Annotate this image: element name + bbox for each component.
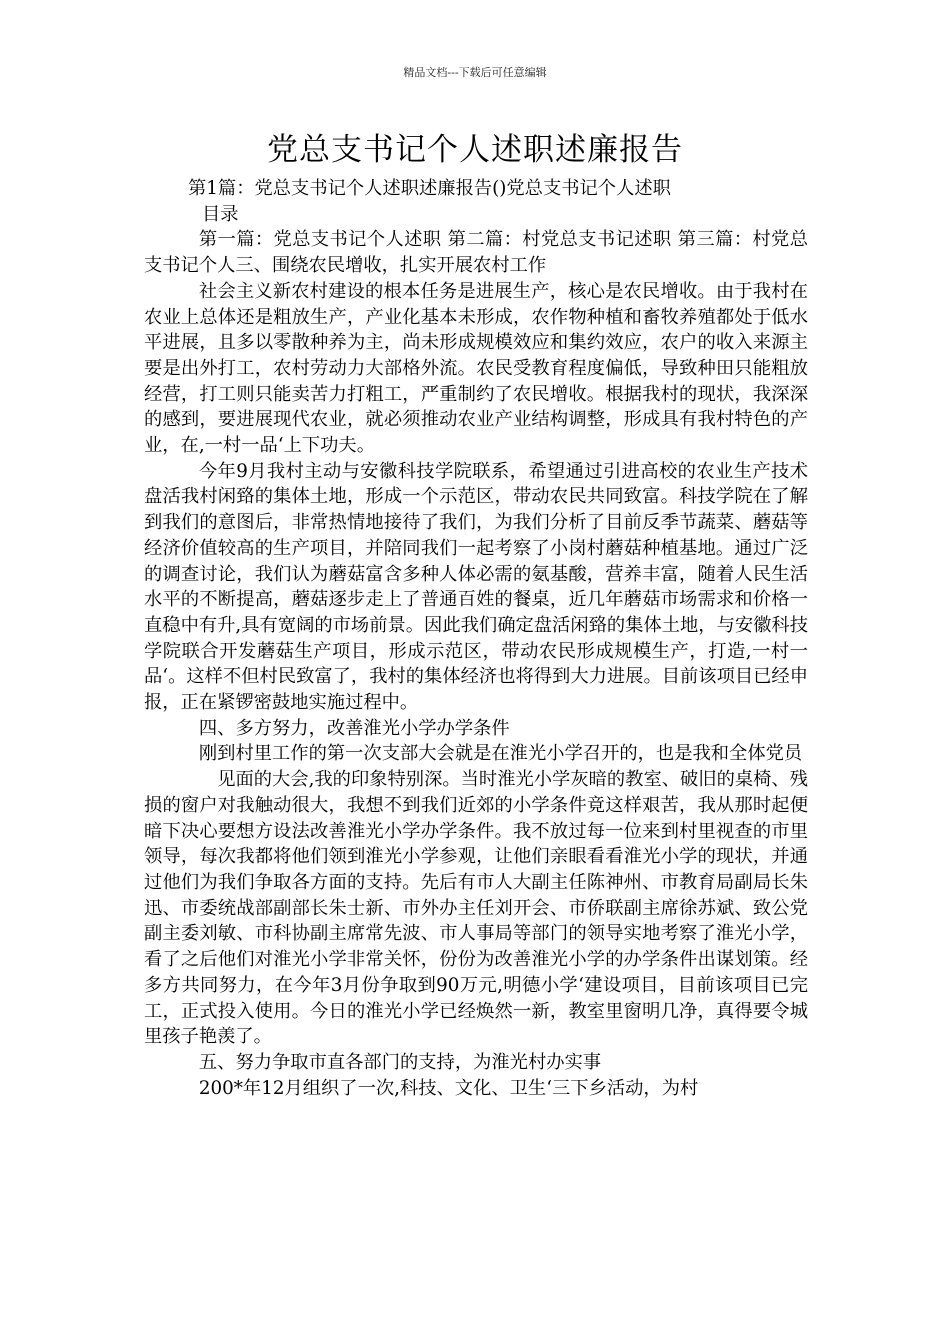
toc-line: 第一篇：党总支书记个人述职 第二篇：村党总支书记述职 第三篇：村党总支书记个人三、围绕农民增收，扎实开展农村工作 bbox=[144, 229, 808, 277]
document-body bbox=[144, 176, 808, 1101]
section-heading: 四、多方努力，改善淮光小学办学条件 bbox=[198, 717, 510, 739]
section-heading: 五、努力争取市直各部门的支持，为淮光村办实事 bbox=[198, 1051, 602, 1073]
paragraph: 刚到村里工作的第一次支部大会就是在淮光小学召开的，也是我和全体党员 bbox=[198, 743, 803, 765]
document-title: 党总支书记个人述职述廉报告 bbox=[267, 132, 683, 168]
toc-label: 目录 bbox=[202, 203, 239, 225]
paragraph: 见面的大会,我的印象特别深。当时淮光小学灰暗的教室、破旧的桌椅、残损的窗户对我触动很大，我想不到我们近郊的小学条件竟这样艰苦，我从那时起便暗下决心要想方设法改善淮光小学办学条件。我不放过每一位来到村里视查的市里领导，每次我都将他们领到淮光小学参观，让他们亲眼看看淮光小学的现状，并通过他们为我们争取各方面的支持。先后有市人大副主任陈神州、市教育局副局长朱迅、市委统战部副部长朱士新、市外办主任刘开会、市侨联副主席徐苏斌、致公党副主委刘敏、市科协副主席常先波、市人事局等部门的领导实地考察了淮光小学，看了之后他们对淮光小学非常关怀，份份为改善淮光小学的办学条件出谋划策。经多方共同努力，在今年3月份争取到90万元,明德小学‘建设项目，目前该项目已完工，正式投入使用。今日的淮光小学已经焕然一新，教室里窗明几净，真得要令城里孩子艳羡了。 bbox=[144, 769, 808, 1048]
page-header: 精品文档---下载后可任意编辑 bbox=[403, 66, 547, 79]
paragraph: 社会主义新农村建设的根本任务是进展生产，核心是农民增收。由于我村在农业上总体还是粗放生产，产业化基本未形成，农作物种植和畜牧养殖都处于低水平进展，且多以零散种养为主，尚未形成规模效应和集约效应，农户的收入来源主要是出外打工，农村劳动力大部格外流。农民受教育程度偏低，导致种田只能粗放经营，打工则只能卖苦力打粗工，严重制约了农民增收。根据我村的现状，我深深的感到，要进展现代农业，就必须推动农业产业结构调整，形成具有我村特色的产业，在,一村一品‘上下功夫。 bbox=[144, 280, 808, 457]
paragraph: 200*年12月组织了一次,科技、文化、卫生‘三下乡活动，为村 bbox=[198, 1077, 699, 1099]
paragraph: 今年9月我村主动与安徽科技学院联系，希望通过引进高校的农业生产技术盘活我村闲臵的集体土地，形成一个示范区，带动农民共同致富。科技学院在了解到我们的意图后，非常热情地接待了我们，为我们分析了目前反季节蔬菜、蘑菇等经济价值较高的生产项目，并陪同我们一起考察了小岗村蘑菇种植基地。通过广泛的调查讨论，我们认为蘑菇富含多种人体必需的氨基酸，营养丰富，随着人民生活水平的不断提高，蘑菇逐步走上了普通百姓的餐桌，近几年蘑菇市场需求和价格一直稳中有升,具有宽阔的市场前景。因此我们确定盘活闲臵的集体土地，与安徽科技学院联合开发蘑菇生产项目，形成示范区，带动农民形成规模生产，打造,一村一品‘。这样不但村民致富了，我村的集体经济也将得到大力进展。目前该项目已经申报，正在紧锣密鼓地实施过程中。 bbox=[144, 460, 808, 714]
document-subtitle: 第1篇：党总支书记个人述职述廉报告()党总支书记个人述职 bbox=[188, 178, 671, 199]
